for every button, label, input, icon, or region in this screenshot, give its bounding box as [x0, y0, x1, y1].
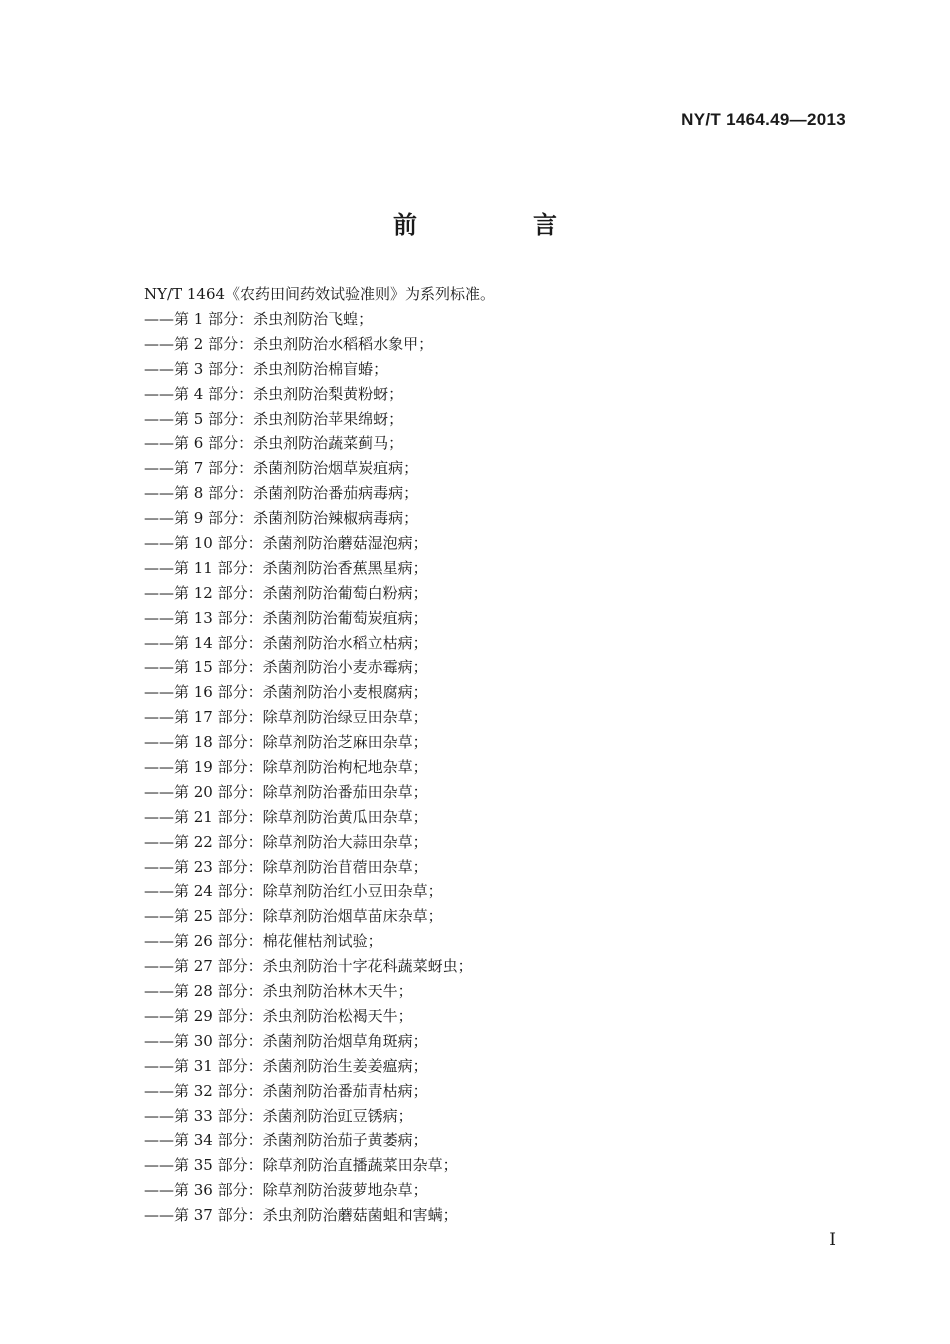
list-item: ——第 7 部分：杀菌剂防治烟草炭疽病；: [144, 459, 419, 478]
list-item: ——第 18 部分：除草剂防治芝麻田杂草；: [144, 733, 428, 752]
list-item: ——第 17 部分：除草剂防治绿豆田杂草；: [144, 708, 428, 727]
list-item: ——第 4 部分：杀虫剂防治梨黄粉蚜；: [144, 384, 404, 403]
list-item: ——第 32 部分：杀菌剂防治番茄青枯病；: [144, 1081, 428, 1100]
page-title: 前 言: [393, 211, 603, 239]
list-item: ——第 24 部分：除草剂防治红小豆田杂草；: [144, 882, 443, 901]
list-item: ——第 10 部分：杀菌剂防治蘑菇湿泡病；: [144, 534, 428, 553]
list-item: ——第 16 部分：杀菌剂防治小麦根腐病；: [144, 683, 428, 702]
intro-paragraph: NY/T 1464《农药田间药效试验准则》为系列标准。: [144, 285, 496, 303]
list-item: ——第 29 部分：杀虫剂防治松褐天牛；: [144, 1006, 413, 1025]
list-item: ——第 23 部分：除草剂防治苜蓿田杂草；: [144, 857, 428, 876]
list-item: ——第 12 部分：杀菌剂防治葡萄白粉病；: [144, 583, 428, 602]
list-item: ——第 19 部分：除草剂防治枸杞地杂草；: [144, 758, 428, 777]
parts-list: [144, 308, 473, 1229]
list-item: ——第 37 部分：杀虫剂防治蘑菇菌蛆和害螨；: [144, 1206, 458, 1225]
page-number: I: [829, 1230, 836, 1250]
list-item: ——第 11 部分：杀菌剂防治香蕉黑星病；: [144, 558, 428, 577]
list-item: ——第 33 部分：杀菌剂防治豇豆锈病；: [144, 1106, 413, 1125]
list-item: ——第 20 部分：除草剂防治番茄田杂草；: [144, 782, 428, 801]
list-item: ——第 8 部分：杀菌剂防治番茄病毒病；: [144, 484, 419, 503]
list-item: ——第 28 部分：杀虫剂防治林木天牛；: [144, 982, 413, 1001]
list-item: ——第 27 部分：杀虫剂防治十字花科蔬菜蚜虫；: [144, 957, 473, 976]
list-item: ——第 30 部分：杀菌剂防治烟草角斑病；: [144, 1031, 428, 1050]
standard-code: NY/T 1464.49—2013: [681, 110, 846, 129]
list-item: ——第 26 部分：棉花催枯剂试验；: [144, 932, 383, 951]
list-item: ——第 5 部分：杀虫剂防治苹果绵蚜；: [144, 409, 404, 428]
list-item: ——第 2 部分：杀虫剂防治水稻稻水象甲；: [144, 334, 434, 353]
list-item: ——第 25 部分：除草剂防治烟草苗床杂草；: [144, 907, 443, 926]
list-item: ——第 1 部分：杀虫剂防治飞蝗；: [144, 310, 374, 328]
list-item: ——第 21 部分：除草剂防治黄瓜田杂草；: [144, 807, 428, 826]
list-item: ——第 36 部分：除草剂防治菠萝地杂草；: [144, 1181, 428, 1200]
list-item: ——第 35 部分：除草剂防治直播蔬菜田杂草；: [144, 1156, 458, 1175]
list-item: ——第 15 部分：杀菌剂防治小麦赤霉病；: [144, 658, 428, 677]
list-item: ——第 22 部分：除草剂防治大蒜田杂草；: [144, 832, 428, 851]
list-item: ——第 14 部分：杀菌剂防治水稻立枯病；: [144, 633, 428, 652]
list-item: ——第 6 部分：杀虫剂防治蔬菜蓟马；: [144, 434, 404, 453]
list-item: ——第 9 部分：杀菌剂防治辣椒病毒病；: [144, 509, 419, 528]
list-item: ——第 34 部分：杀菌剂防治茄子黄萎病；: [144, 1131, 428, 1150]
list-item: ——第 3 部分：杀虫剂防治棉盲蝽；: [144, 359, 389, 378]
list-item: ——第 13 部分：杀菌剂防治葡萄炭疽病；: [144, 608, 428, 627]
list-item: ——第 31 部分：杀菌剂防治生姜姜瘟病；: [144, 1056, 428, 1075]
